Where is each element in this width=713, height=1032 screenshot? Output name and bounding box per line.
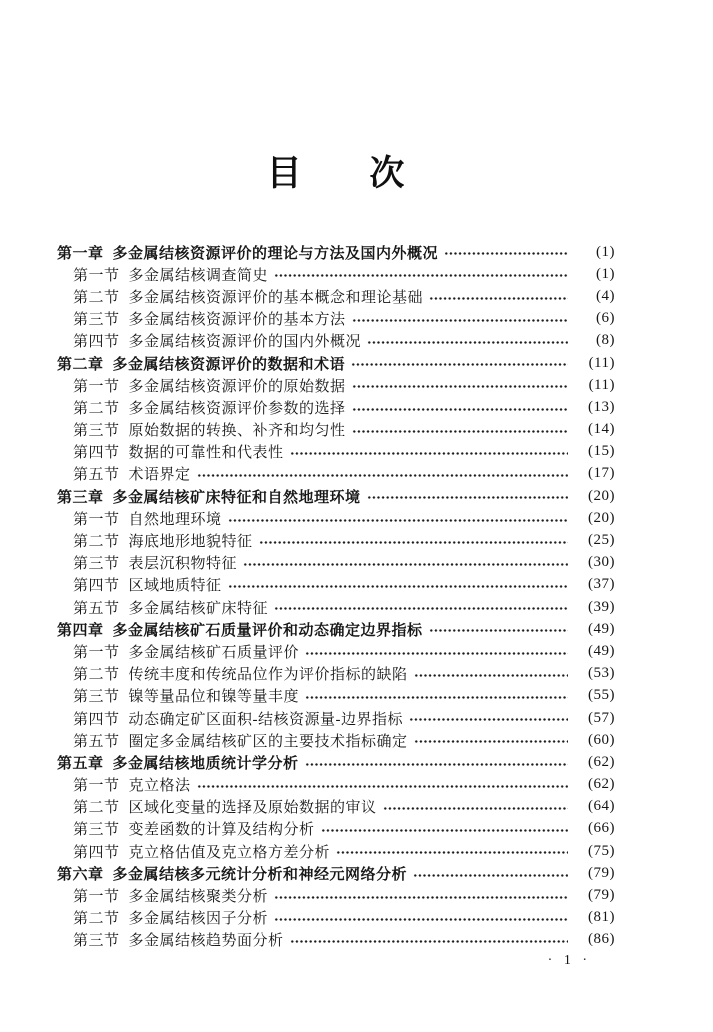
dot-leader — [290, 441, 568, 463]
toc-entry-page: (62) — [588, 776, 615, 793]
dot-leader — [351, 352, 568, 374]
toc-entry-number: 第二节 — [73, 667, 120, 684]
toc-list — [57, 241, 615, 951]
toc-entry-number: 第四节 — [73, 445, 120, 462]
toc-entry — [57, 907, 615, 929]
toc-entry-title: 多金属结核多元统计分析和神经元网络分析 — [112, 865, 408, 883]
dot-leader — [383, 796, 568, 818]
toc-entry-page: (64) — [588, 798, 615, 815]
toc-entry — [57, 729, 615, 751]
toc-entry — [57, 840, 615, 862]
dot-leader — [429, 285, 568, 307]
toc-entry-number: 第四节 — [73, 711, 120, 728]
toc-entry-number: 第二节 — [73, 534, 120, 551]
dot-leader — [321, 818, 568, 840]
toc-entry — [57, 485, 615, 507]
toc-entry-number: 第五节 — [73, 467, 120, 484]
toc-entry-page: (20) — [588, 509, 615, 526]
toc-entry-number: 第六章 — [57, 865, 104, 883]
toc-entry-title: 多金属结核矿石质量评价和动态确定边界指标 — [112, 621, 423, 639]
toc-entry — [57, 396, 615, 418]
toc-entry-title: 区域地质特征 — [128, 578, 222, 595]
toc-entry-page: (1) — [596, 265, 615, 282]
toc-entry-number: 第五章 — [57, 754, 104, 772]
dot-leader — [274, 263, 568, 285]
toc-entry-number: 第三节 — [73, 933, 120, 950]
toc-entry-title: 变差函数的计算及结构分析 — [128, 822, 315, 839]
toc-entry-page: (15) — [588, 443, 615, 460]
dot-leader — [414, 729, 568, 751]
toc-entry-number: 第四节 — [73, 844, 120, 861]
toc-entry-number: 第四节 — [73, 578, 120, 595]
toc-entry — [57, 596, 615, 618]
toc-entry-page: (81) — [588, 909, 615, 926]
toc-entry — [57, 818, 615, 840]
toc-entry-page: (79) — [588, 887, 615, 904]
toc-entry-page: (20) — [588, 487, 615, 504]
dot-leader — [274, 596, 568, 618]
toc-entry — [57, 796, 615, 818]
toc-entry-number: 第一节 — [73, 644, 120, 661]
dot-leader — [243, 552, 568, 574]
toc-entry-number: 第三节 — [73, 556, 120, 573]
toc-entry — [57, 574, 615, 596]
toc-entry-number: 第二节 — [73, 400, 120, 417]
toc-entry — [57, 529, 615, 551]
toc-entry-page: (13) — [588, 398, 615, 415]
dot-leader — [305, 751, 568, 773]
toc-entry-page: (66) — [588, 820, 615, 837]
dot-leader — [367, 485, 568, 507]
toc-entry-number: 第一节 — [73, 889, 120, 906]
toc-entry-title: 多金属结核因子分析 — [128, 911, 269, 928]
toc-entry-title: 多金属结核趋势面分析 — [128, 933, 284, 950]
toc-entry-number: 第二节 — [73, 289, 120, 306]
toc-entry-title: 多金属结核矿石质量评价 — [128, 644, 300, 661]
toc-entry — [57, 374, 615, 396]
dot-leader — [228, 507, 568, 529]
dot-leader — [290, 929, 568, 951]
toc-entry-page: (25) — [588, 532, 615, 549]
toc-entry-page: (57) — [588, 709, 615, 726]
toc-entry-number: 第二章 — [57, 355, 104, 373]
toc-entry-title: 自然地理环境 — [128, 511, 222, 528]
toc-entry — [57, 884, 615, 906]
dot-leader — [352, 419, 568, 441]
toc-entry-page: (55) — [588, 687, 615, 704]
page-title: 目 次 — [266, 154, 406, 193]
toc-entry-title: 多金属结核矿床特征 — [128, 600, 269, 617]
toc-entry — [57, 751, 615, 773]
toc-entry-number: 第一节 — [73, 778, 120, 795]
toc-entry-title: 动态确定矿区面积-结核资源量-边界指标 — [128, 711, 404, 728]
dot-leader — [414, 663, 568, 685]
toc-entry — [57, 308, 615, 330]
toc-entry — [57, 707, 615, 729]
dot-leader — [305, 640, 568, 662]
toc-entry-title: 表层沉积物特征 — [128, 556, 238, 573]
toc-entry-number: 第二节 — [73, 800, 120, 817]
toc-entry-number: 第三节 — [73, 689, 120, 706]
toc-entry-page: (62) — [588, 753, 615, 770]
toc-entry-title: 多金属结核聚类分析 — [128, 889, 269, 906]
toc-entry — [57, 441, 615, 463]
toc-entry-title: 克立格估值及克立格方差分析 — [128, 844, 331, 861]
dot-leader — [274, 884, 568, 906]
toc-entry-title: 区域化变量的选择及原始数据的审议 — [128, 800, 377, 817]
toc-entry-number: 第三节 — [73, 423, 120, 440]
toc-entry-page: (17) — [588, 465, 615, 482]
toc-entry-page: (49) — [588, 642, 615, 659]
toc-entry-title: 多金属结核资源评价的数据和术语 — [112, 355, 346, 373]
toc-entry — [57, 618, 615, 640]
toc-entry-title: 多金属结核矿床特征和自然地理环境 — [112, 488, 361, 506]
toc-entry-page: (11) — [588, 376, 615, 393]
dot-leader — [367, 330, 568, 352]
toc-entry — [57, 263, 615, 285]
toc-entry-number: 第一章 — [57, 244, 104, 262]
toc-entry — [57, 663, 615, 685]
toc-entry-number: 第四节 — [73, 334, 120, 351]
dot-leader — [409, 707, 568, 729]
toc-entry-title: 镍等量品位和镍等量丰度 — [128, 689, 300, 706]
toc-entry-title: 多金属结核调查简史 — [128, 267, 269, 284]
toc-entry-title: 传统丰度和传统品位作为评价指标的缺陷 — [128, 667, 408, 684]
toc-entry-title: 多金属结核资源评价的理论与方法及国内外概况 — [112, 244, 439, 262]
toc-entry — [57, 552, 615, 574]
toc-entry-title: 多金属结核地质统计学分析 — [112, 754, 299, 772]
toc-entry-page: (39) — [588, 598, 615, 615]
toc-entry — [57, 352, 615, 374]
toc-entry-number: 第三节 — [73, 822, 120, 839]
toc-entry-title: 多金属结核资源评价的原始数据 — [128, 378, 346, 395]
dot-leader — [274, 907, 568, 929]
toc-entry — [57, 330, 615, 352]
toc-entry-page: (60) — [588, 731, 615, 748]
toc-entry-page: (8) — [596, 332, 615, 349]
dot-leader — [228, 574, 568, 596]
dot-leader — [305, 685, 568, 707]
dot-leader — [197, 463, 568, 485]
toc-entry-title: 多金属结核资源评价的国内外概况 — [128, 334, 362, 351]
toc-entry-number: 第五节 — [73, 600, 120, 617]
toc-entry-page: (49) — [588, 620, 615, 637]
toc-entry-page: (75) — [588, 842, 615, 859]
dot-leader — [197, 774, 568, 796]
toc-entry-title: 多金属结核资源评价的基本方法 — [128, 312, 346, 329]
footer-page-number: · 1 · — [547, 953, 591, 968]
toc-entry-number: 第四章 — [57, 621, 104, 639]
toc-entry — [57, 463, 615, 485]
dot-leader — [336, 840, 568, 862]
toc-entry-page: (4) — [596, 287, 615, 304]
toc-entry-title: 术语界定 — [128, 467, 191, 484]
toc-entry-page: (1) — [596, 243, 615, 260]
toc-entry-title: 多金属结核资源评价参数的选择 — [128, 400, 346, 417]
toc-entry — [57, 774, 615, 796]
toc-entry — [57, 862, 615, 884]
dot-leader — [352, 396, 568, 418]
toc-entry-page: (6) — [596, 310, 615, 327]
toc-entry — [57, 685, 615, 707]
toc-entry — [57, 507, 615, 529]
dot-leader — [429, 618, 568, 640]
dot-leader — [413, 862, 568, 884]
toc-entry — [57, 929, 615, 951]
toc-entry-title: 海底地形地貌特征 — [128, 534, 253, 551]
dot-leader — [352, 308, 568, 330]
toc-entry-number: 第一节 — [73, 267, 120, 284]
dot-leader — [259, 529, 568, 551]
toc-entry-title: 多金属结核资源评价的基本概念和理论基础 — [128, 289, 424, 306]
toc-entry-page: (79) — [588, 864, 615, 881]
dot-leader — [444, 241, 568, 263]
toc-entry-title: 克立格法 — [128, 778, 191, 795]
toc-entry-number: 第二节 — [73, 911, 120, 928]
toc-entry-page: (11) — [588, 354, 615, 371]
toc-entry — [57, 640, 615, 662]
toc-entry-page: (86) — [588, 931, 615, 948]
dot-leader — [352, 374, 568, 396]
toc-entry — [57, 241, 615, 263]
toc-entry-number: 第一节 — [73, 511, 120, 528]
toc-entry-title: 圈定多金属结核矿区的主要技术指标确定 — [128, 733, 408, 750]
toc-entry — [57, 419, 615, 441]
toc-entry-page: (53) — [588, 665, 615, 682]
toc-entry-number: 第三节 — [73, 312, 120, 329]
toc-entry-page: (30) — [588, 554, 615, 571]
toc-entry-number: 第三章 — [57, 488, 104, 506]
toc-entry-number: 第五节 — [73, 733, 120, 750]
toc-entry-title: 数据的可靠性和代表性 — [128, 445, 284, 462]
toc-entry — [57, 285, 615, 307]
toc-entry-title: 原始数据的转换、补齐和均匀性 — [128, 423, 346, 440]
toc-entry-page: (14) — [588, 421, 615, 438]
toc-entry-page: (37) — [588, 576, 615, 593]
toc-entry-number: 第一节 — [73, 378, 120, 395]
